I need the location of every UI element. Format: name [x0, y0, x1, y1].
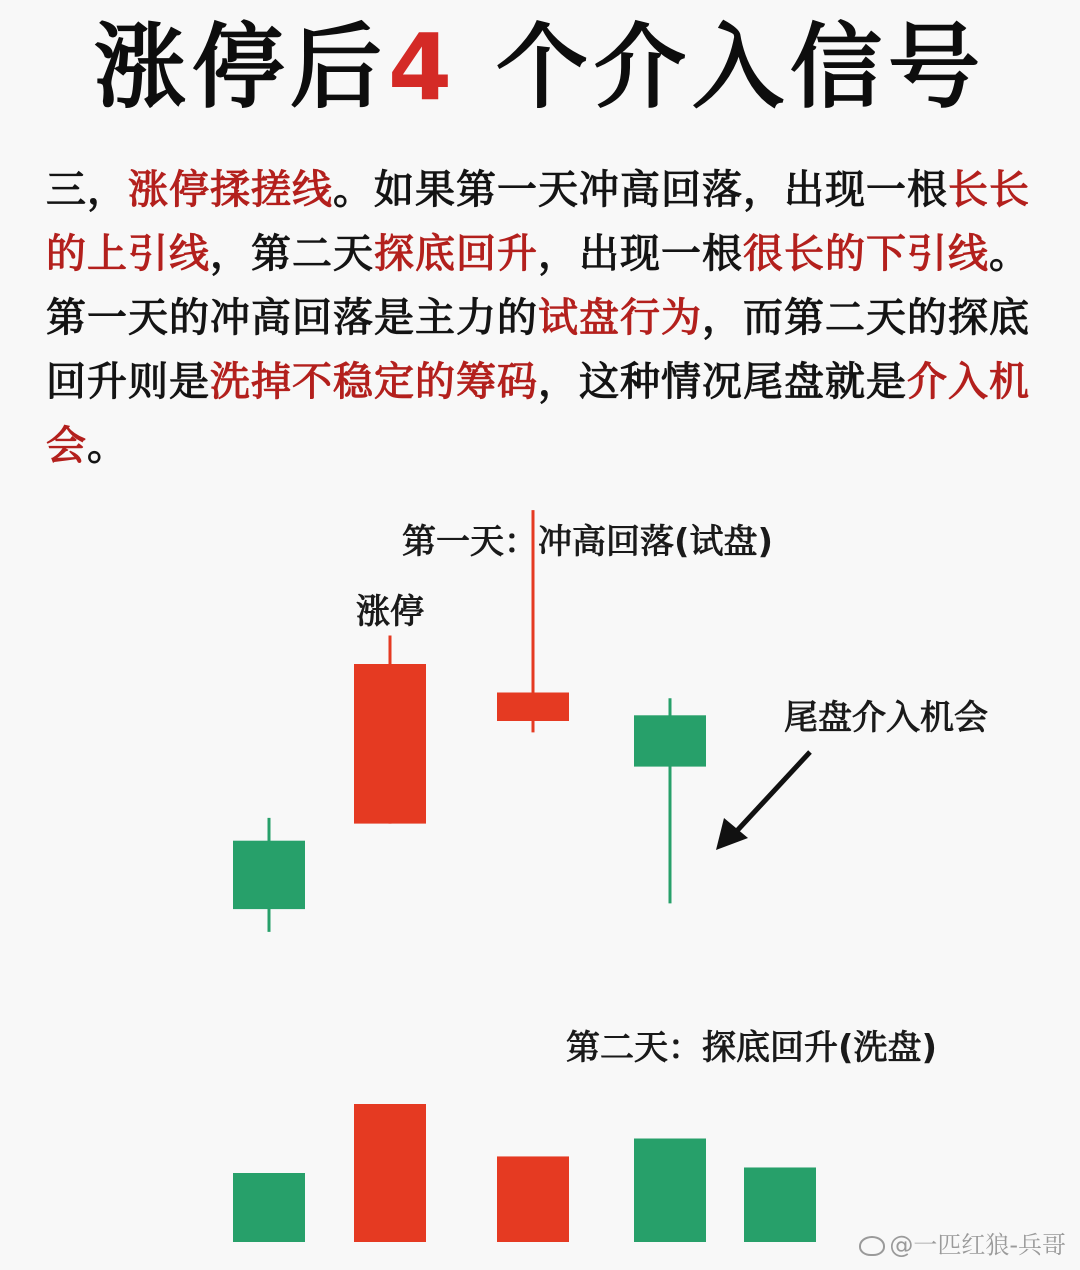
highlight-segment: 很长的下引线 — [743, 231, 989, 277]
text-segment: 三， — [46, 167, 128, 213]
title-number: 4 — [387, 14, 458, 121]
text-segment: ，而第二天的探底回升则是 — [46, 295, 1030, 405]
label-day2: 第二天：探底回升(洗盘) — [566, 1028, 938, 1068]
highlight-segment: 探底回升 — [374, 231, 538, 277]
entry-arrow — [716, 752, 810, 850]
candle-body — [233, 841, 305, 909]
weibo-icon — [859, 1236, 885, 1256]
candle-body — [354, 664, 426, 824]
volume-bar — [233, 1173, 305, 1242]
volume-bar — [744, 1167, 816, 1242]
volume-bars-group — [233, 1104, 816, 1242]
watermark-text: @一匹红狼-兵哥 — [889, 1231, 1066, 1259]
label-limit-up: 涨停 — [356, 592, 424, 632]
candles-group — [233, 510, 706, 932]
candle-body — [634, 715, 706, 766]
label-entry: 尾盘介入机会 — [784, 698, 988, 738]
label-day1: 第一天：冲高回落(试盘) — [402, 522, 774, 562]
volume-bar — [354, 1104, 426, 1242]
title-part2: 个介入信号 — [458, 14, 987, 121]
text-segment: 。 — [87, 423, 128, 469]
candle-body — [497, 693, 569, 722]
highlight-segment: 洗掉不稳定的筹码 — [210, 359, 538, 405]
volume-bar — [634, 1139, 706, 1243]
text-segment: 。如果第一天冲高回落，出现一根 — [333, 167, 948, 213]
title-part1: 涨停后 — [93, 14, 388, 121]
watermark — [859, 1225, 1066, 1260]
text-segment: ，第二天 — [210, 231, 374, 277]
highlight-segment: 介入机会 — [46, 359, 1030, 469]
highlight-segment: 试盘行为 — [538, 295, 702, 341]
highlight-segment: 长长的上引线 — [46, 167, 1030, 277]
text-segment: ，这种情况尾盘就是 — [538, 359, 907, 405]
arrow-shaft — [734, 752, 810, 834]
text-segment: 。第一天的冲高回落是主力的 — [46, 231, 1030, 341]
text-segment: ，出现一根 — [538, 231, 743, 277]
volume-bar — [497, 1156, 569, 1242]
highlight-segment: 涨停揉搓线 — [128, 167, 333, 213]
